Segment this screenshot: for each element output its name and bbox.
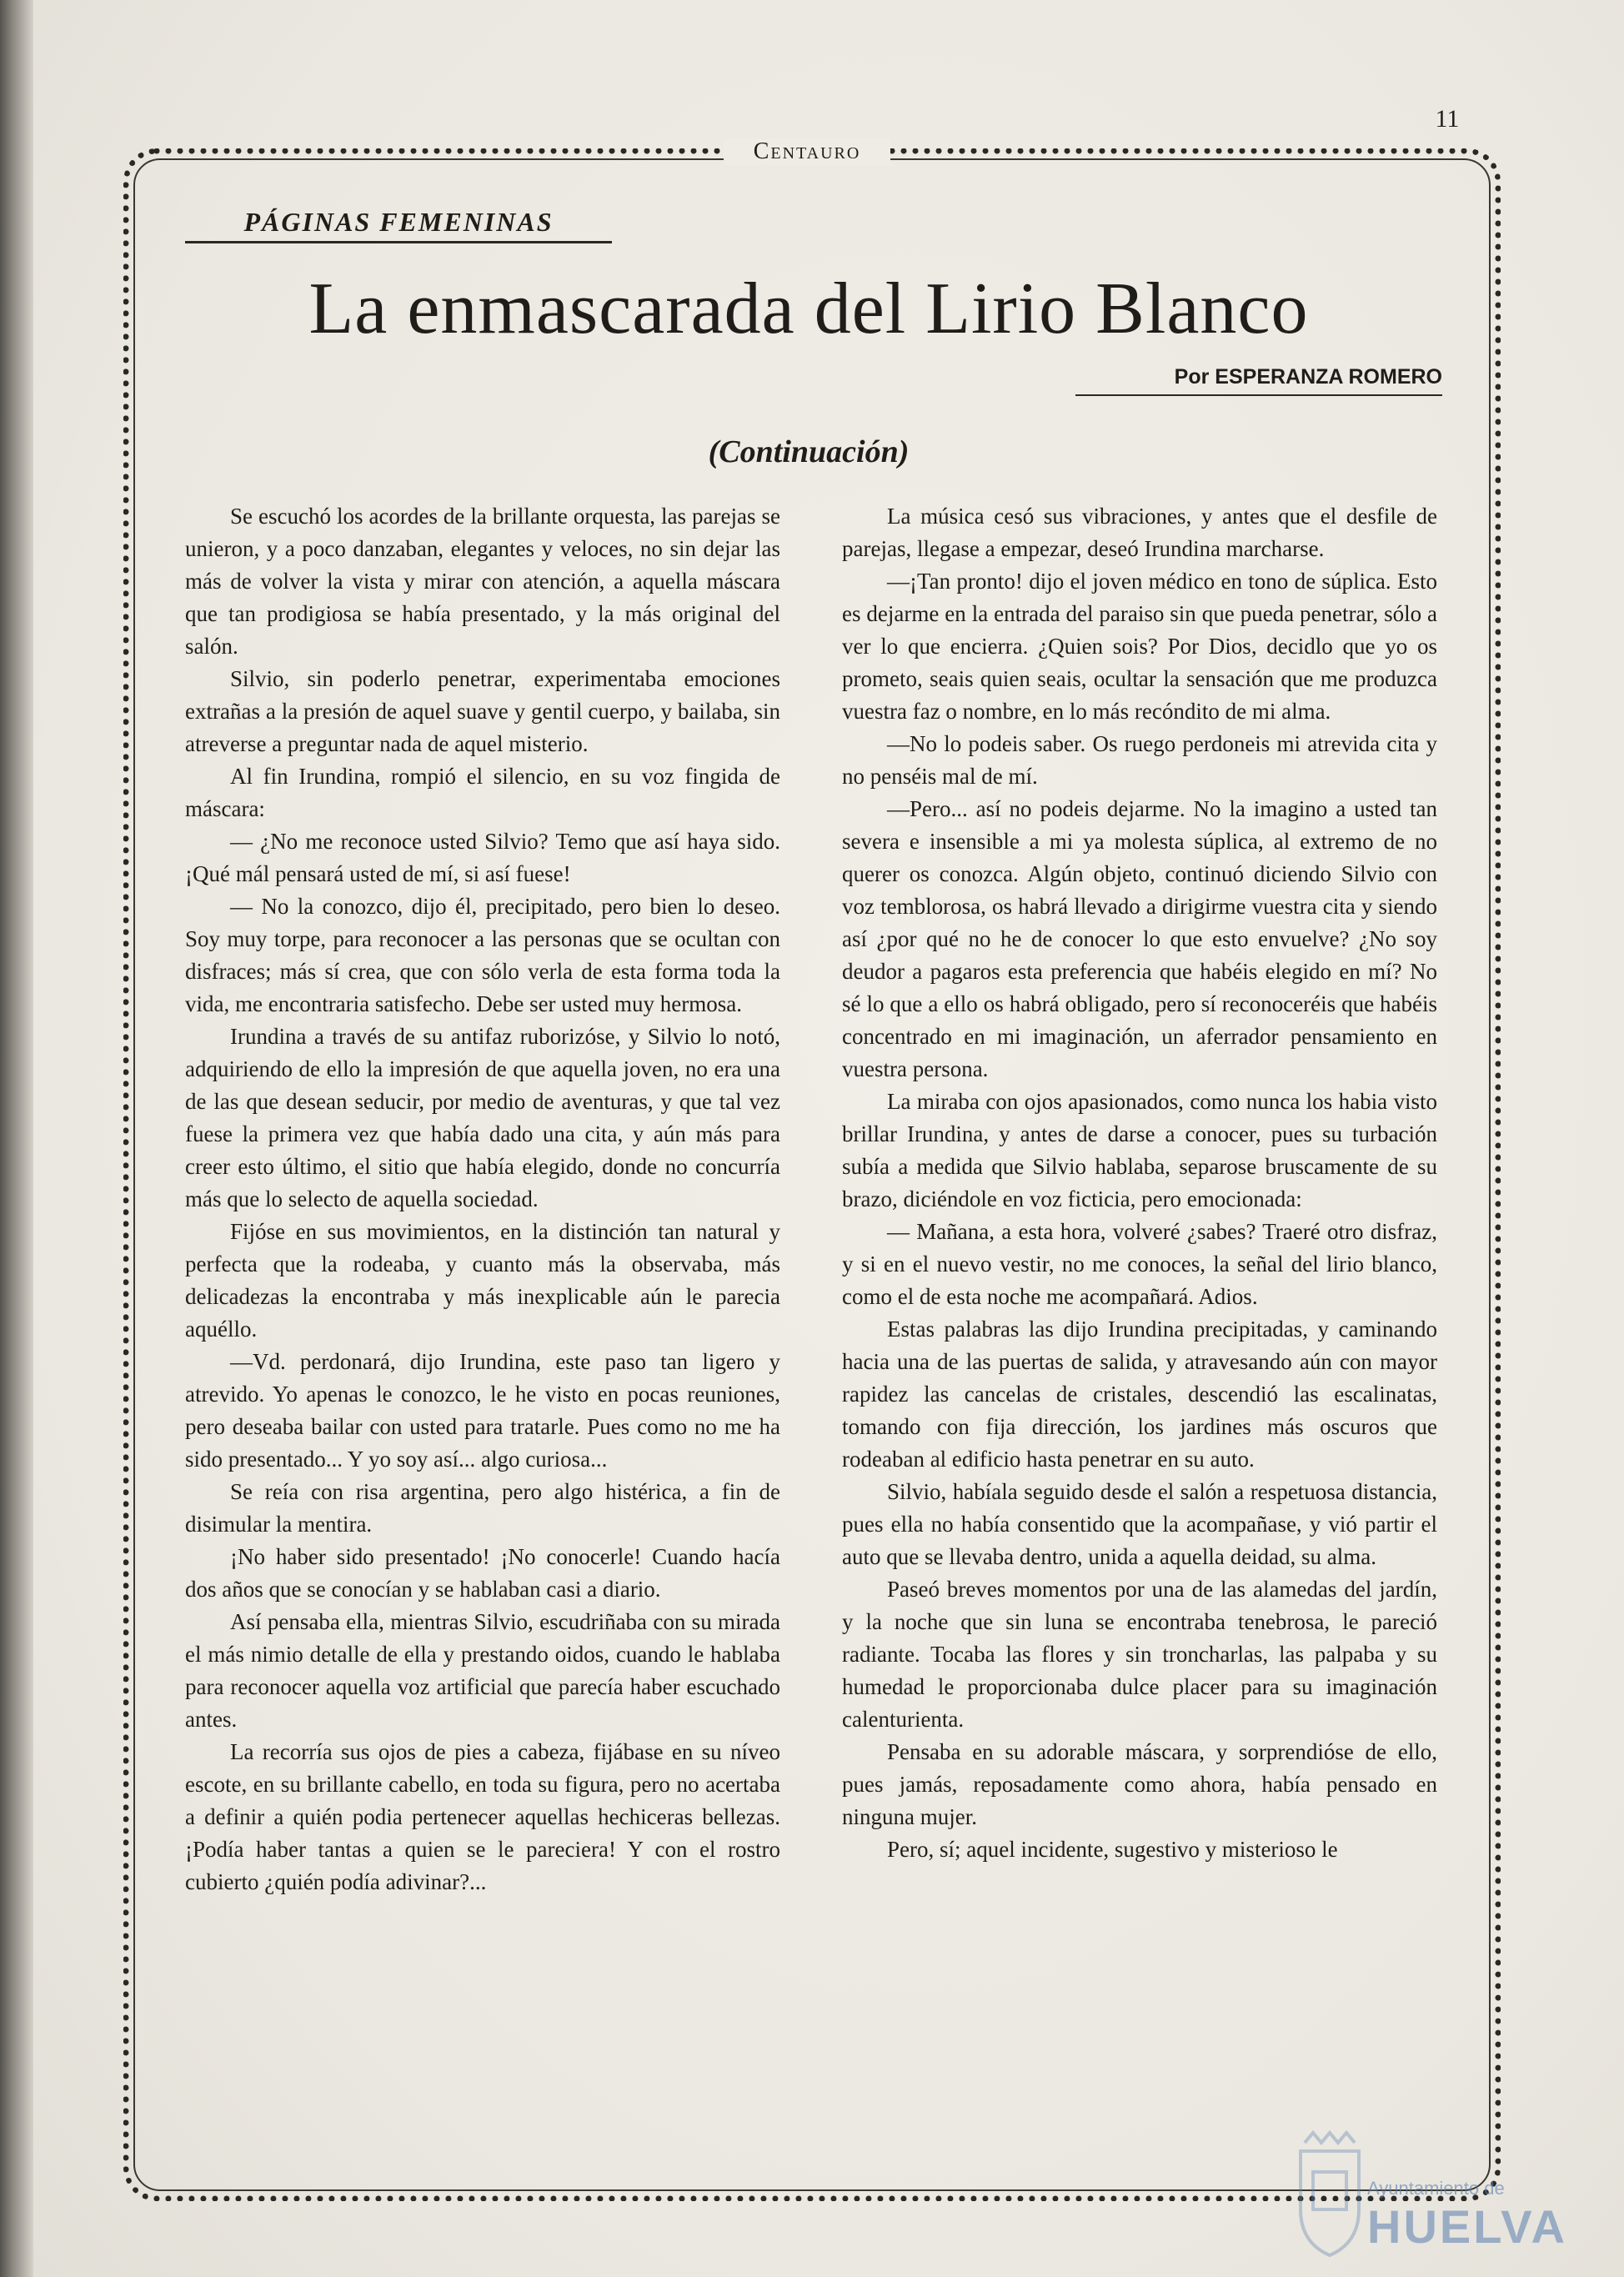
paragraph: La música cesó sus vibraciones, y antes que el desfile de parejas, llegase a empezar, deseó Irundina marcharse. [842, 504, 1437, 561]
watermark-caption: Ayuntamiento de [1367, 2178, 1505, 2199]
paragraph: — ¿No me reconoce usted Silvio? Temo que así haya sido. ¡Qué mál pensará usted de mí, si así fuese! [185, 829, 780, 886]
paragraph: Estas palabras las dijo Irundina precipitadas, y caminando hacia una de las puertas de salida, y atravesando aún con mayor rapidez las cancelas de cristales, descendió las escalinatas, tomando con fija dirección, los jardines más oscuros que rodeaban al edificio hasta penetrar en su auto. [842, 1317, 1437, 1472]
paragraph: Irundina a través de su antifaz ruborizóse, y Silvio lo notó, adquiriendo de ello la impresión de que aquella joven, no era una de las que desean seducir, por medio de aventuras, y que tal vez fuese la primera vez que había dado una cita, y aún más para creer esto último, el sitio que había elegido, donde no concurría más que lo selecto de aquella sociedad. [185, 1024, 780, 1211]
paragraph: Se escuchó los acordes de la brillante orquesta, las parejas se unieron, y a poco danzaban, elegantes y veloces, no sin dejar las más de volver la vista y mirar con atención, a aquella máscara que tan prodigiosa se había presentado, y la más original del salón. [185, 504, 780, 659]
paragraph: La recorría sus ojos de pies a cabeza, fijábase en su níveo escote, en su brillante cabello, en toda su figura, pero no acertaba a definir a quién podia pertenecer aquellas hechiceras bellezas. ¡Podía haber tantas a quien se le pareciera! Y con el rostro cubierto ¿quién podía adivinar?... [185, 1739, 780, 1894]
paragraph: ¡No haber sido presentado! ¡No conocerle! Cuando hacía dos años que se conocían y se hablaban casi a diario. [185, 1544, 780, 1602]
left-text-column [185, 500, 780, 1898]
paragraph: La miraba con ojos apasionados, como nunca los habia visto brillar Irundina, y antes de darse a conocer, pues su turbación subía a medida que Silvio hablaba, separose bruscamente de su brazo, diciéndole en voz ficticia, pero emocionada: [842, 1089, 1437, 1211]
article-title: La enmascarada del Lirio Blanco [308, 268, 1309, 349]
paragraph: —No lo podeis saber. Os ruego perdoneis mi atrevida cita y no penséis mal de mí. [842, 731, 1437, 789]
page-number: 11 [1435, 105, 1460, 133]
paragraph: — No la conozco, dijo él, precipitado, pero bien lo deseo. Soy muy torpe, para reconocer a las personas que se ocultan con disfraces; más sí crea, que con sólo verla de esta forma toda la vida, me encontraria satisfecho. Debe ser usted muy hermosa. [185, 894, 780, 1016]
section-title: PÁGINAS FEMENINAS [185, 207, 612, 243]
paragraph: Así pensaba ella, mientras Silvio, escudriñaba con su mirada el más nimio detalle de ella y prestando oidos, cuando le hablaba para reconocer aquella voz artificial que parecía haber escuchado antes. [185, 1609, 780, 1732]
paragraph: —¡Tan pronto! dijo el joven médico en tono de súplica. Esto es dejarme en la entrada del paraiso sin que pueda penetrar, sólo a ver lo que encierra. ¿Quien sois? Por Dios, decidlo que yo os prometo, seais quien seais, ocultar la sensación que me produzca vuestra faz o nombre, en lo más recóndito de mi alma. [842, 569, 1437, 724]
paragraph: Paseó breves momentos por una de las alamedas del jardín, y la noche que sin luna se encontraba tenebrosa, le pareció radiante. Tocaba las flores y sin troncharlas, las palpaba y su humedad le proporcionaba dulce placer para su imaginación calenturienta. [842, 1577, 1437, 1732]
paragraph: Al fin Irundina, rompió el silencio, en su voz fingida de máscara: [185, 764, 780, 821]
paragraph: Se reía con risa argentina, pero algo histérica, a fin de disimular la mentira. [185, 1479, 780, 1537]
paragraph: Pero, sí; aquel incidente, sugestivo y misterioso le [887, 1837, 1338, 1862]
paragraph: — Mañana, a esta hora, volveré ¿sabes? Traeré otro disfraz, y si en el nuevo vestir, no me conoces, la señal del lirio blanco, como el de esta noche me acompañará. Adios. [842, 1219, 1437, 1309]
author-byline: Por ESPERANZA ROMERO [1075, 365, 1442, 396]
paragraph: —Vd. perdonará, dijo Irundina, este paso tan ligero y atrevido. Yo apenas le conozco, le he visto en pocas reuniones, pero deseaba bailar con usted para tratarle. Pues como no me ha sido presentado... Y yo soy así... algo curiosa... [185, 1349, 780, 1472]
continuation-label: (Continuación) [708, 434, 910, 469]
magazine-name: Centauro [724, 138, 890, 165]
right-text-column [842, 500, 1437, 1866]
paragraph: —Pero... así no podeis dejarme. No la imagino a usted tan severa e insensible a mi ya molesta súplica, al extremo de no querer os conozca. Algún objeto, continuó diciendo Silvio con voz temblorosa, os habrá llevado a dirigirme vuestra cita y siendo así ¿por qué no he de conocer lo que esto envuelve? ¿No soy deudor a pagaros esta preferencia que habéis elegido en mí? No sé lo que a ello os habrá obligado, pero sí reconoceréis que habéis concentrado en mi imaginación, un aferrador pensamiento en vuestra persona. [842, 796, 1437, 1081]
watermark-city-name: HUELVA [1367, 2200, 1567, 2253]
paragraph: Silvio, habíala seguido desde el salón a respetuosa distancia, pues ella no había consentido que la acompañase, y vió partir el auto que se llevaba dentro, unida a aquella deidad, su alma. [842, 1479, 1437, 1569]
paragraph: Pensaba en su adorable máscara, y sorprendióse de ello, pues jamás, reposadamente como ahora, había pensado en ninguna mujer. [842, 1739, 1437, 1829]
book-spine-shadow [0, 0, 33, 2277]
paragraph: Silvio, sin poderlo penetrar, experimentaba emociones extrañas a la presión de aquel suave y gentil cuerpo, y bailaba, sin atreverse a preguntar nada de aquel misterio. [185, 666, 780, 756]
paragraph: Fijóse en sus movimientos, en la distinción tan natural y perfecta que la rodeaba, y cuanto más la observaba, más delicadezas la encontraba y más inexplicable aún le parecia aquéllo. [185, 1219, 780, 1342]
